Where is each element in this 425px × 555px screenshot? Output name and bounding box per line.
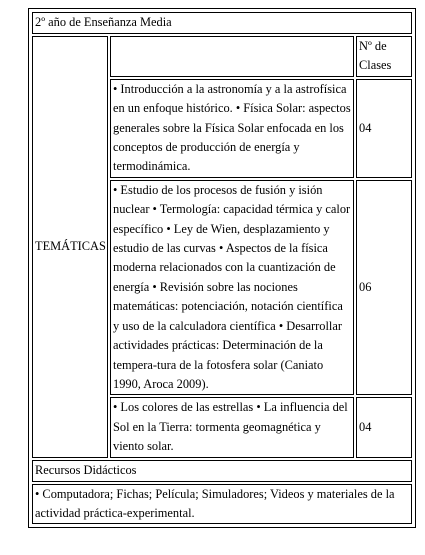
row-content: • Introducción a la astronomía y a la astrofísica en un enfoque histórico. • Física Solar: aspectos generales sobre la Física Solar enfocada en los conceptos de producción de energía y termodinámica. bbox=[110, 79, 354, 178]
resources-header-row bbox=[32, 460, 412, 482]
row-content: • Los colores de las estrellas • La influencia del Sol en la Tierra: tormenta geomagnética y viento solar. bbox=[110, 397, 354, 457]
course-table-frame bbox=[28, 8, 416, 528]
row-classes: 04 bbox=[356, 397, 412, 457]
course-table bbox=[30, 10, 414, 526]
resources-text: • Computadora; Fichas; Película; Simuladores; Videos y materiales de la actividad práctica-experimental. bbox=[32, 484, 412, 525]
row-classes: 04 bbox=[356, 79, 412, 178]
row-classes: 06 bbox=[356, 180, 412, 395]
resources-row bbox=[32, 484, 412, 525]
table-title: 2º año de Enseñanza Media bbox=[32, 12, 412, 34]
resources-label: Recursos Didácticos bbox=[32, 460, 412, 482]
column-header-row bbox=[32, 36, 412, 77]
row-content: • Estudio de los procesos de fusión y isión nuclear • Termología: capacidad térmica y calor específico • Ley de Wien, desplazamiento y estudio de las curvas • Aspectos de la física moderna relacionados con la cuantización de energía • Revisión sobre las nociones matemáticas: potenciación, notación científica y uso de la calculadora científica • Desarrollar actividades prácticas: Determinación de la tempera-tura de la fotosfera solar (Caniato 1990, Aroca 2009). bbox=[110, 180, 354, 395]
theme-label: TEMÁTICAS bbox=[32, 36, 108, 458]
classes-header: Nº de Clases bbox=[356, 36, 412, 77]
content-header-empty bbox=[110, 36, 354, 77]
title-row bbox=[32, 12, 412, 34]
